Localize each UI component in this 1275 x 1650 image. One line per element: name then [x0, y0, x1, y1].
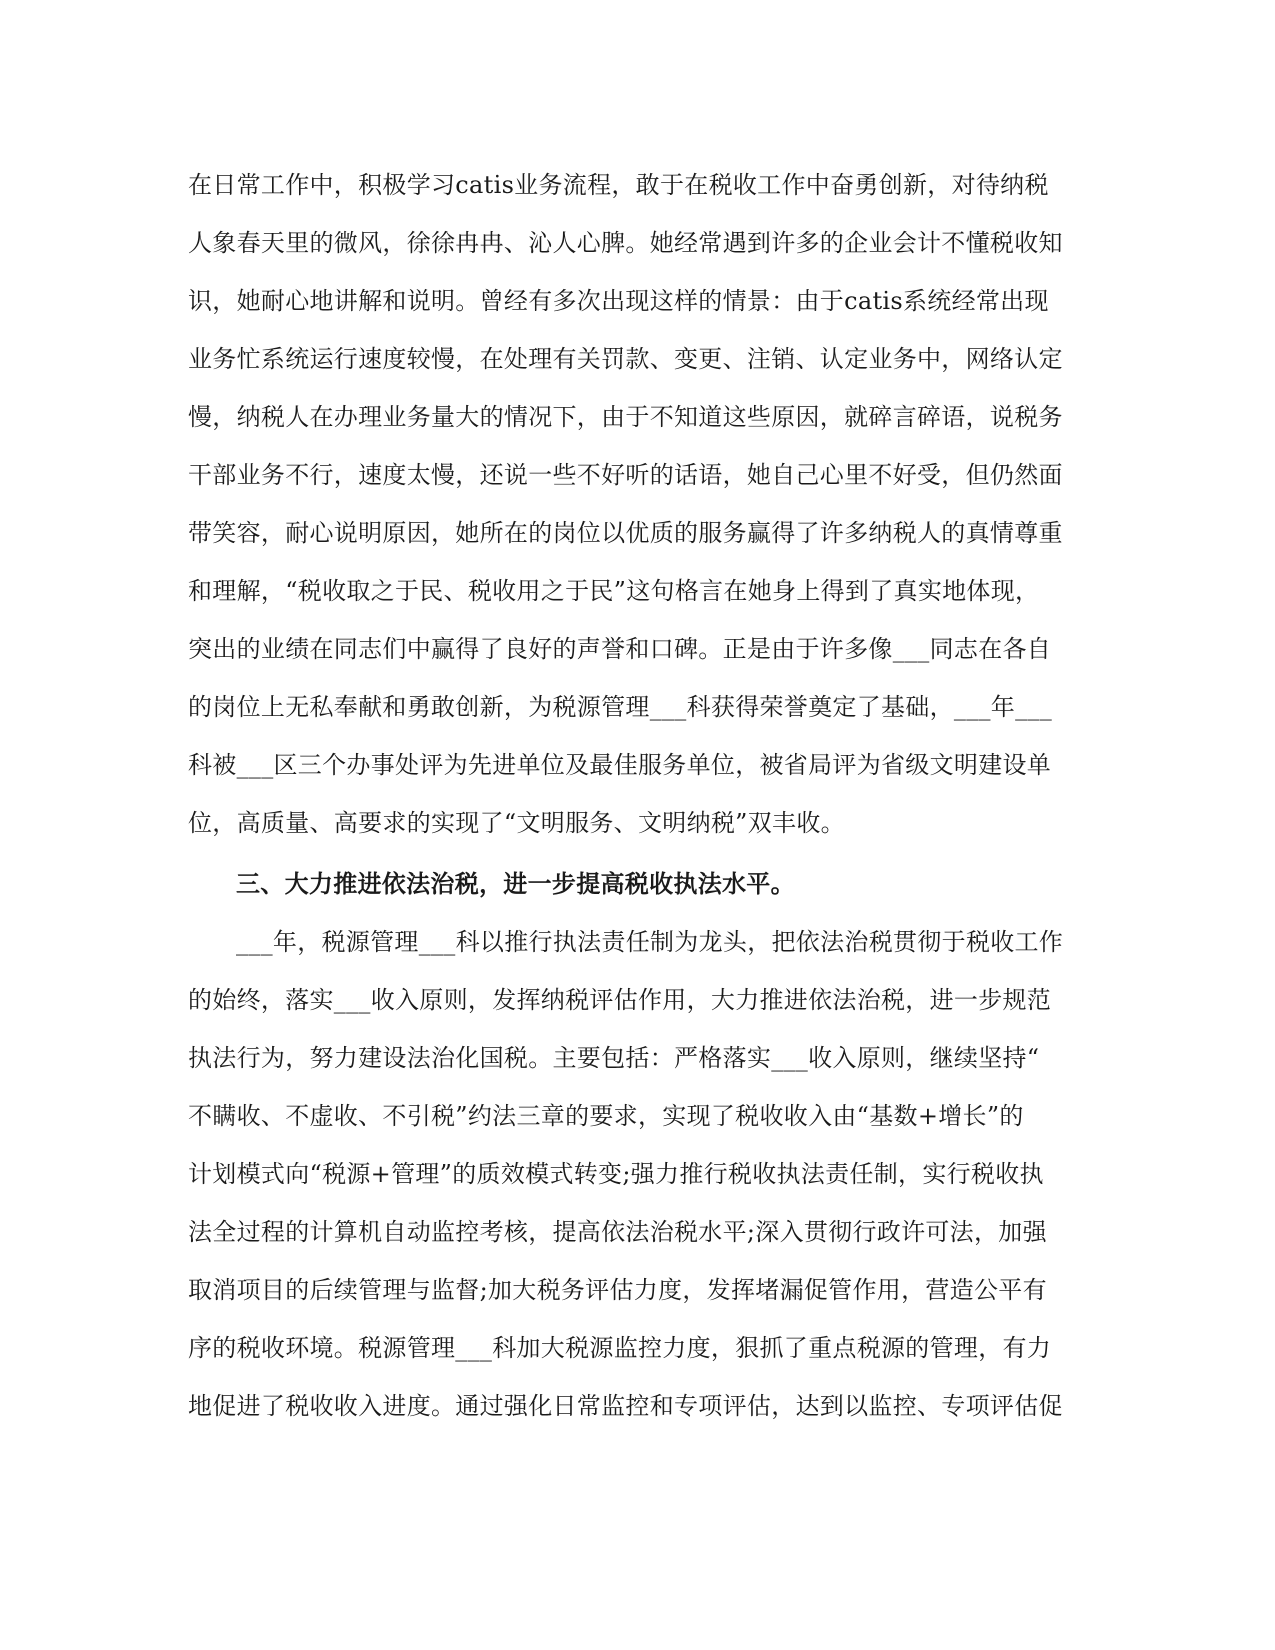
- paragraph-line: 突出的业绩在同志们中赢得了良好的声誉和口碑。正是由于许多像___同志在各自: [188, 635, 1052, 663]
- paragraph-line: 慢，纳税人在办理业务量大的情况下，由于不知道这些原因，就碎言碎语，说税务: [188, 403, 1063, 431]
- paragraph-line: 识，她耐心地讲解和说明。曾经有多次出现这样的情景：由于catis系统经常出现: [188, 287, 1049, 315]
- paragraph-line: 的始终，落实___收入原则，发挥纳税评估作用，大力推进依法治税，进一步规范: [188, 986, 1052, 1014]
- paragraph-line: 执法行为，努力建设法治化国税。主要包括：严格落实___收入原则，继续坚持“: [188, 1044, 1040, 1072]
- paragraph-line: 计划模式向“税源+管理”的质效模式转变;强力推行税收执法责任制，实行税收执: [188, 1160, 1044, 1188]
- paragraph-line: 地促进了税收收入进度。通过强化日常监控和专项评估，达到以监控、专项评估促: [188, 1392, 1063, 1420]
- paragraph-line: 取消项目的后续管理与监督;加大税务评估力度，发挥堵漏促管作用，营造公平有: [188, 1276, 1047, 1304]
- paragraph-line: 的岗位上无私奉献和勇敢创新，为税源管理___科获得荣誉奠定了基础，___年___: [188, 693, 1052, 721]
- paragraph-line: 带笑容，耐心说明原因，她所在的岗位以优质的服务赢得了许多纳税人的真情尊重: [188, 519, 1063, 547]
- paragraph-line: 位，高质量、高要求的实现了“文明服务、文明纳税”双丰收。: [188, 809, 845, 837]
- paragraph-line: 序的税收环境。税源管理___科加大税源监控力度，狠抓了重点税源的管理，有力: [188, 1334, 1052, 1362]
- paragraph-line: ___年，税源管理___科以推行执法责任制为龙头，把依法治税贯彻于税收工作: [236, 928, 1064, 956]
- paragraph-line: 法全过程的计算机自动监控考核，提高依法治税水平;深入贯彻行政许可法，加强: [188, 1218, 1047, 1246]
- paragraph-line: 干部业务不行，速度太慢，还说一些不好听的话语，她自己心里不好受，但仍然面: [188, 461, 1063, 489]
- paragraph-line: 人象春天里的微风，徐徐冉冉、沁人心脾。她经常遇到许多的企业会计不懂税收知: [188, 229, 1063, 257]
- paragraph-line: 科被___区三个办事处评为先进单位及最佳服务单位，被省局评为省级文明建设单: [188, 751, 1052, 779]
- paragraph-line: 不瞒收、不虚收、不引税”约法三章的要求，实现了税收收入由“基数+增长”的: [188, 1102, 1024, 1130]
- paragraph-line: 业务忙系统运行速度较慢，在处理有关罚款、变更、注销、认定业务中，网络认定: [188, 345, 1063, 373]
- paragraph-line: 在日常工作中，积极学习catis业务流程，敢于在税收工作中奋勇创新，对待纳税: [188, 171, 1049, 199]
- paragraph-line: 和理解，“税收取之于民、税收用之于民”这句格言在她身上得到了真实地体现，: [188, 577, 1040, 605]
- section-heading: 三、大力推进依法治税，进一步提高税收执法水平。: [236, 870, 795, 898]
